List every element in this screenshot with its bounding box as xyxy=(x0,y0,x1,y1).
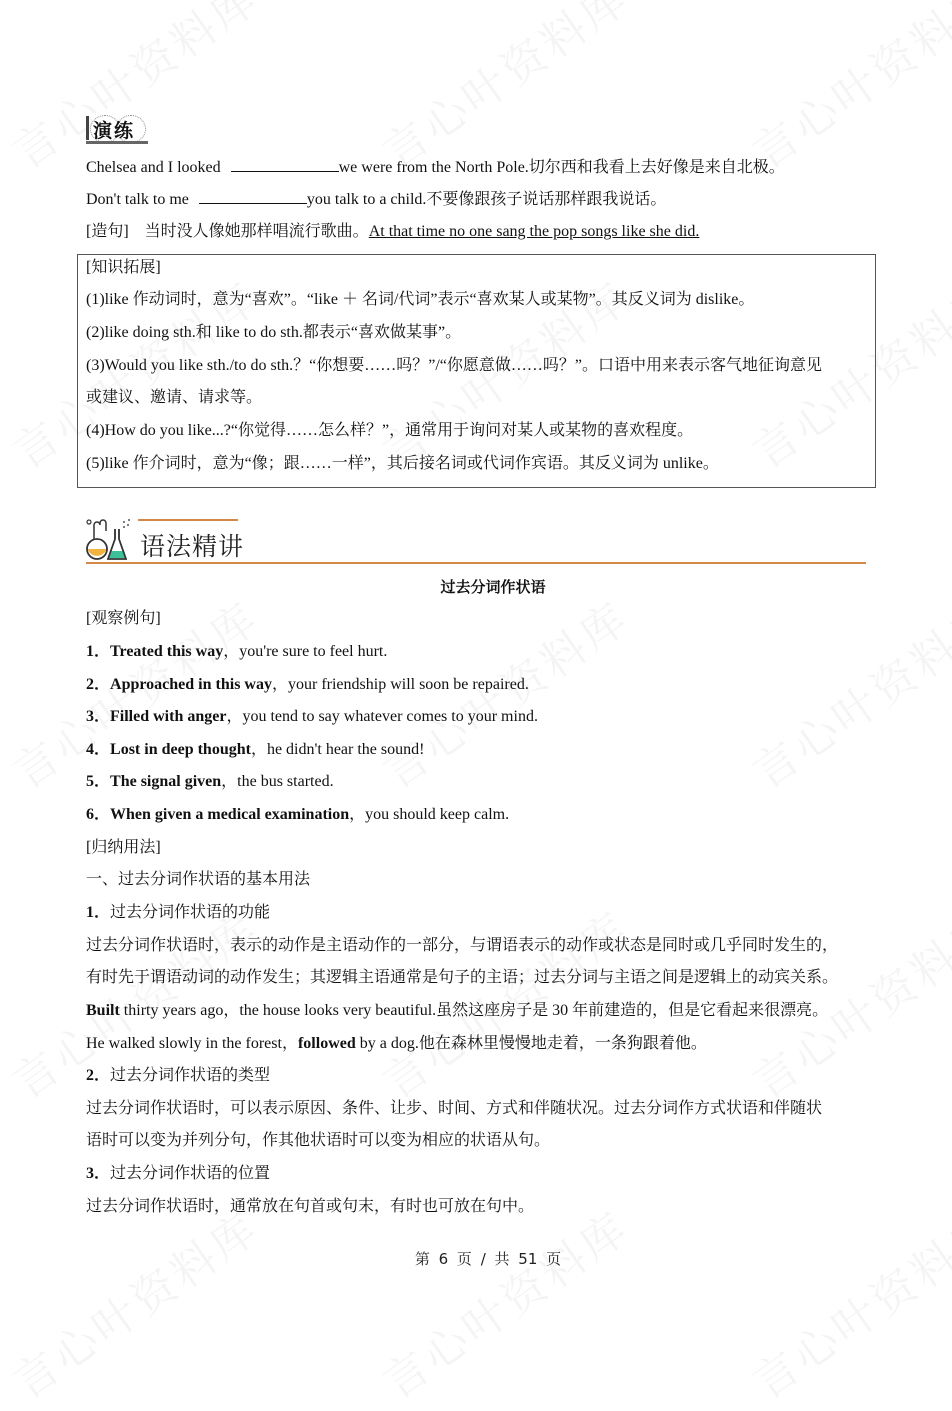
sentence-making-line xyxy=(86,222,699,242)
knowledge-item: (5)like 作介词时，意为“像；跟……一样”，其后接名词或代词作宾语。其反义词为 unlike。 xyxy=(86,455,719,472)
paragraph-line: 过去分词作状语时，通常放在句首或句末，有时也可放在句中。 xyxy=(86,1198,535,1215)
knowledge-extension-box xyxy=(77,254,876,488)
watermark xyxy=(0,1193,270,1411)
flask-icon xyxy=(86,517,132,561)
practice-line-after: you talk to a child.不要像跟孩子说话那样跟我说话。 xyxy=(306,191,667,208)
subheading-number: 2． xyxy=(86,1067,111,1084)
knowledge-heading: [知识拓展] xyxy=(86,259,161,276)
example-line xyxy=(86,1001,828,1021)
example-sentence xyxy=(86,675,529,695)
example-sentence xyxy=(86,805,509,825)
practice-section-header xyxy=(86,114,148,144)
practice-line-1 xyxy=(86,157,785,178)
subheading-title: 过去分词作状语的功能 xyxy=(110,904,271,921)
subheading-2 xyxy=(86,1066,270,1086)
subheading-title: 过去分词作状语的位置 xyxy=(110,1165,271,1182)
knowledge-item: (4)How do you like...?“你觉得……怎么样？”，通常用于询问对某人或某物的喜欢程度。 xyxy=(86,422,694,439)
example-bold-phrase: Approached in this way xyxy=(110,676,272,693)
knowledge-item: (1)like 作动词时，意为“喜欢”。“like ＋ 名词/代词”表示“喜欢某人或某物”。其反义词为 dislike。 xyxy=(86,291,755,308)
example-sentence xyxy=(86,772,334,792)
example-number: 5． xyxy=(86,773,111,790)
example-number: 3． xyxy=(86,708,111,725)
part-one-heading: 一、过去分词作状语的基本用法 xyxy=(86,871,311,888)
subheading-3 xyxy=(86,1164,270,1184)
example-bold-phrase: Filled with anger xyxy=(110,708,227,725)
example-bold-phrase: When given a medical examination xyxy=(110,806,350,823)
example-number: 4． xyxy=(86,741,111,758)
subheading-title: 过去分词作状语的类型 xyxy=(110,1067,271,1084)
observe-label: [观察例句] xyxy=(86,610,161,627)
knowledge-item: (3)Would you like sth./to do sth.？“你想要……吗？”/“你愿意做……吗？”。口语中用来表示客气地征询意见 xyxy=(86,357,823,374)
practice-line-after: we were from the North Pole.切尔西和我看上去好像是来自北极。 xyxy=(338,159,785,176)
watermark xyxy=(368,1193,641,1411)
example-rest: ，you should keep calm. xyxy=(349,806,510,823)
watermark xyxy=(738,1193,952,1411)
topic-title: 过去分词作状语 xyxy=(440,578,546,596)
example-rest: thirty years ago，the house looks very beautiful.虽然这座房子是 30 年前建造的，但是它看起来很漂亮。 xyxy=(119,1002,829,1019)
example-line xyxy=(86,1034,707,1054)
practice-line-2 xyxy=(86,189,666,210)
example-before: He walked slowly in the forest， xyxy=(86,1035,298,1052)
header-bar-decoration xyxy=(86,116,89,140)
example-number: 6． xyxy=(86,806,111,823)
example-sentence xyxy=(86,707,538,727)
sentence-english: At that time no one sang the pop songs like she did. xyxy=(368,223,700,240)
example-after: by a dog.他在森林里慢慢地走着，一条狗跟着他。 xyxy=(355,1035,707,1052)
watermark xyxy=(0,0,270,181)
knowledge-item: (2)like doing sth.和 like to do sth.都表示“喜欢做某事”。 xyxy=(86,324,462,341)
example-rest: ，your friendship will soon be repaired. xyxy=(271,676,529,693)
paragraph-line: 过去分词作状语时，可以表示原因、条件、让步、时间、方式和伴随状况。过去分词作方式状语和伴随状 xyxy=(86,1100,823,1117)
example-number: 2． xyxy=(86,676,111,693)
sentence-label: [造句] xyxy=(86,223,129,240)
sentence-chinese: 当时没人像她那样唱流行歌曲。 xyxy=(144,223,369,240)
knowledge-item: 或建议、邀请、请求等。 xyxy=(86,389,263,406)
watermark xyxy=(738,583,952,801)
example-bold-phrase: Lost in deep thought xyxy=(110,741,251,758)
example-bold-phrase: Treated this way xyxy=(110,643,224,660)
grammar-section-header xyxy=(86,517,866,567)
example-bold-phrase: The signal given xyxy=(110,773,222,790)
example-sentence xyxy=(86,740,424,760)
subheading-1 xyxy=(86,903,270,923)
watermark xyxy=(738,0,952,181)
subheading-number: 1． xyxy=(86,904,111,921)
accent-rule xyxy=(86,562,866,564)
summary-label: [归纳用法] xyxy=(86,839,161,856)
fill-blank[interactable] xyxy=(231,157,339,172)
example-rest: ，the bus started. xyxy=(221,773,334,790)
example-rest: ，you tend to say whatever comes to your mind. xyxy=(226,708,538,725)
grammar-section-title: 语法精讲 xyxy=(140,532,245,561)
practice-heading: 演练 xyxy=(93,120,136,142)
paragraph-line: 过去分词作状语时，表示的动作是主语动作的一部分，与谓语表示的动作或状态是同时或几乎同时发生的， xyxy=(86,937,839,954)
example-number: 1． xyxy=(86,643,111,660)
subheading-number: 3． xyxy=(86,1165,111,1182)
practice-line-before: Don't talk to me xyxy=(86,191,189,208)
example-rest: ，you're sure to feel hurt. xyxy=(223,643,388,660)
example-bold-word: Built xyxy=(86,1002,120,1019)
fill-blank[interactable] xyxy=(199,189,307,204)
accent-rule xyxy=(138,519,238,521)
paragraph-line: 语时可以变为并列分句，作其他状语时可以变为相应的状语从句。 xyxy=(86,1132,551,1149)
example-bold-word: followed xyxy=(297,1035,356,1052)
example-rest: ，he didn't hear the sound! xyxy=(250,741,425,758)
practice-line-before: Chelsea and I looked xyxy=(86,159,221,176)
page-number: 第 6 页 / 共 51 页 xyxy=(414,1250,562,1268)
watermark xyxy=(368,0,641,181)
example-sentence xyxy=(86,642,387,662)
paragraph-line: 有时先于谓语动词的动作发生；其逻辑主语通常是句子的主语；过去分词与主语之间是逻辑上的动宾关系。 xyxy=(86,969,839,986)
